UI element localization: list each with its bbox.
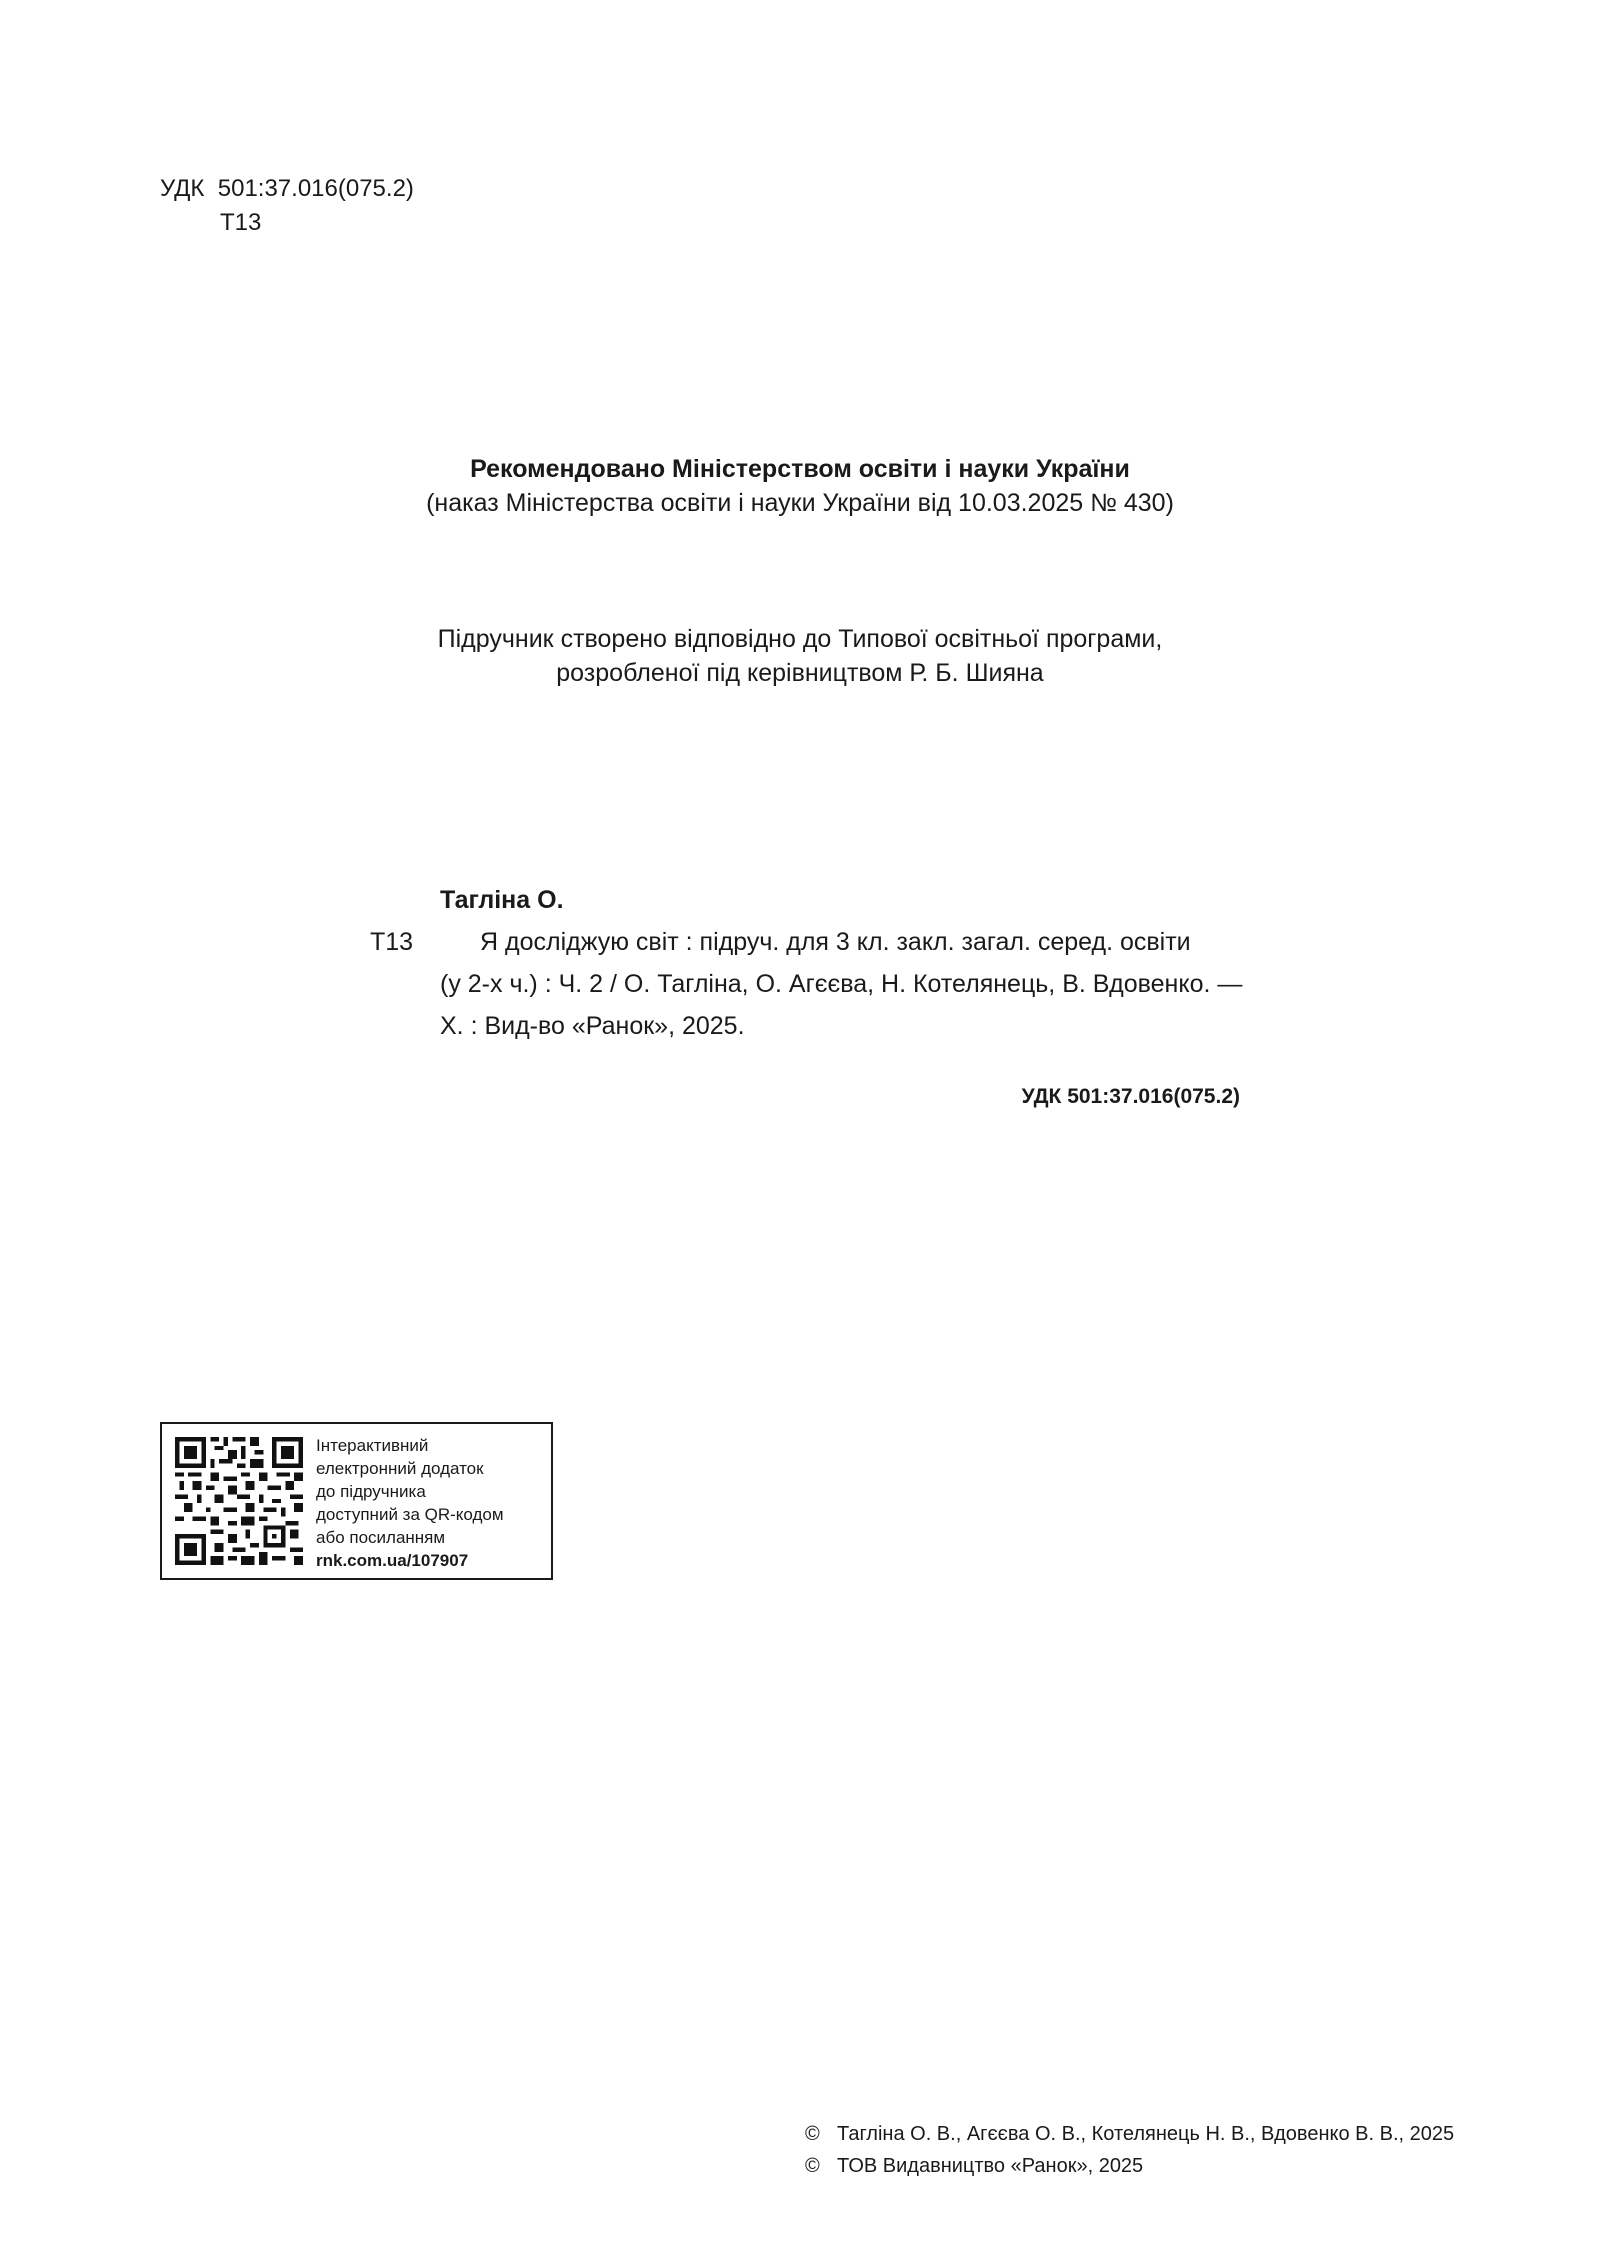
udk-code: 501:37.016(075.2) [217,175,414,202]
qr-text-line-3: до підручника [316,1482,426,1501]
bibliographic-record [370,879,1243,1047]
copyright-publisher: ТОВ Видавництво «Ранок», 2025 [837,2155,1144,2177]
copyright-symbol-1: © [805,2123,820,2145]
copyright-authors: Тагліна О. В., Агєєва О. В., Котелянець Н. В., Вдовенко В. В., 2025 [837,2123,1455,2145]
qr-text-line-5: або посиланням [316,1528,446,1547]
biblio-udk: УДК 501:37.016(075.2) [1021,1085,1240,1108]
author-mark: Т13 [220,209,262,236]
biblio-author: Тагліна О. [440,886,564,914]
qr-text-line-4: доступний за QR-кодом [316,1505,504,1524]
qr-link[interactable]: rnk.com.ua/107907 [316,1551,469,1570]
program-note [0,622,1600,690]
udk-header [160,172,414,240]
udk-line [160,172,414,206]
biblio-code: Т13 [370,928,414,956]
qr-code-icon[interactable] [175,1437,303,1565]
recommendation-title: Рекомендовано Міністерством освіти і науки України [470,455,1130,483]
qr-text-line-2: електронний додаток [316,1459,484,1478]
biblio-line-3: Х. : Вид-во «Ранок», 2025. [440,1012,745,1040]
program-note-line-1: Підручник створено відповідно до Типової освітньої програми, [437,625,1163,653]
biblio-line-2: (у 2-х ч.) : Ч. 2 / О. Тагліна, О. Агєєва, Н. Котелянець, В. Вдовенко. — [440,970,1243,998]
qr-notice-text [316,1434,546,1572]
copyright-block [805,2118,1454,2182]
udk-label: УДК [160,175,205,202]
biblio-line-1 [370,921,1240,963]
copyright-symbol-2: © [805,2155,820,2177]
copyright-line-2 [805,2150,1454,2182]
biblio-title: Я досліджую світ : підруч. для 3 кл. закл. загал. серед. освіти [480,928,1191,956]
program-note-line-2: розробленої під керівництвом Р. Б. Шияна [556,659,1044,687]
qr-text-line-1: Інтерактивний [316,1436,429,1455]
recommendation-order: (наказ Міністерства освіти і науки України від 10.03.2025 № 430) [426,489,1174,517]
recommendation-block [0,452,1600,520]
copyright-line-1 [805,2118,1454,2150]
qr-notice-box [160,1422,553,1580]
